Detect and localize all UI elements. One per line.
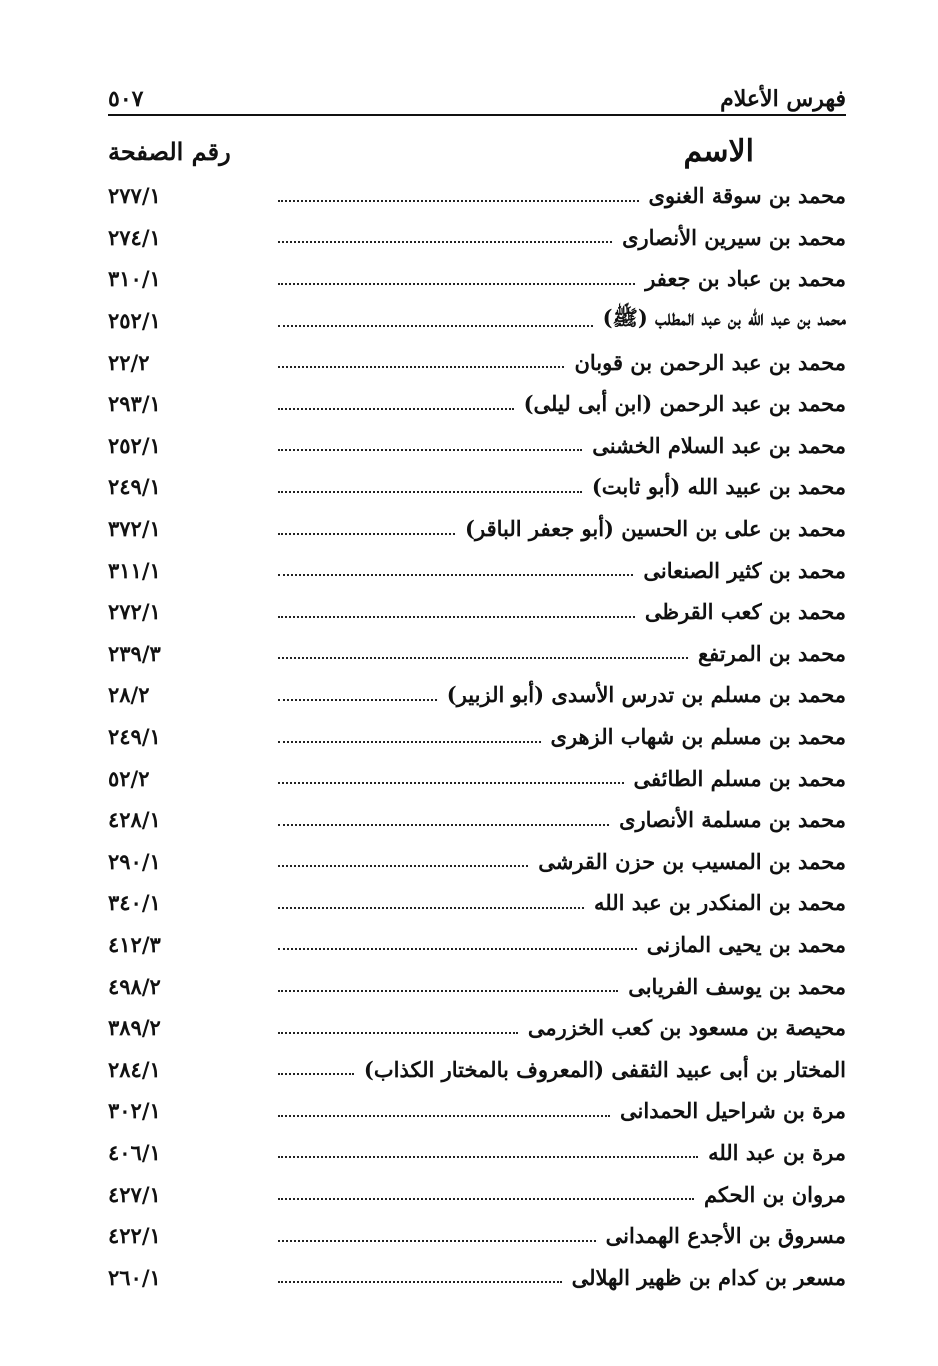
index-entry xyxy=(108,549,846,591)
entry-page-reference: ٣٤٠/١ xyxy=(108,890,161,916)
index-entry xyxy=(108,508,846,550)
entry-name: محيصة بن مسعود بن كعب الخزرمى xyxy=(527,1015,846,1041)
entry-name: محمد بن المرتفع xyxy=(697,640,846,666)
entry-page-reference: ٢٥٢/١ xyxy=(108,432,161,458)
entry-name: محمد بن كثير الصنعانى xyxy=(643,557,846,583)
dot-leader xyxy=(278,1032,518,1034)
entry-page-reference: ٢٩٠/١ xyxy=(108,848,161,874)
entry-name: مرة بن شراحيل الحمدانى xyxy=(620,1098,846,1124)
entry-page-reference: ٢٣٩/٣ xyxy=(108,640,161,666)
entry-name: محمد بن كعب القرظى xyxy=(644,599,846,625)
entry-page-reference: ٤١٢/٣ xyxy=(108,931,161,957)
entry-page-reference: ٢٢/٢ xyxy=(108,349,150,375)
entry-page-reference: ٢٩٣/١ xyxy=(108,391,161,417)
entry-page-reference: ٢٨/٢ xyxy=(108,682,150,708)
dot-leader xyxy=(278,283,635,285)
entry-name: محمد بن مسلم الطائفى xyxy=(633,765,846,791)
entry-page-reference: ٤٠٦/١ xyxy=(108,1139,161,1165)
entry-page-reference: ٢٧٤/١ xyxy=(108,224,161,250)
index-entry xyxy=(108,716,846,758)
entry-name: محمد بن عبيد الله (أبو ثابت) xyxy=(591,474,846,500)
dot-leader xyxy=(278,657,688,659)
index-entry xyxy=(108,799,846,841)
dot-leader xyxy=(278,408,514,410)
dot-leader xyxy=(278,699,437,701)
entry-page-reference: ٣١١/١ xyxy=(108,557,161,583)
dot-leader xyxy=(278,200,639,202)
dot-leader xyxy=(278,1198,694,1200)
dot-leader xyxy=(278,1156,698,1158)
dot-leader xyxy=(278,366,564,368)
dot-leader xyxy=(278,1281,562,1283)
index-entry xyxy=(108,1007,846,1049)
dot-leader xyxy=(278,1073,354,1075)
entry-page-reference: ٣٨٩/٢ xyxy=(108,1015,161,1041)
entry-name: محمد بن سيرين الأنصارى xyxy=(622,224,846,250)
entry-page-reference: ٣٧٢/١ xyxy=(108,516,161,542)
dot-leader xyxy=(278,449,582,451)
entry-name: محمد بن عبد السلام الخشنى xyxy=(592,432,846,458)
dot-leader xyxy=(278,907,584,909)
entry-page-reference: ٢٧٧/١ xyxy=(108,183,161,209)
dot-leader xyxy=(278,533,455,535)
dot-leader xyxy=(278,741,541,743)
dot-leader xyxy=(278,782,624,784)
entry-page-reference: ٢٦٠/١ xyxy=(108,1264,161,1290)
index-entry xyxy=(108,591,846,633)
entry-name: محمد بن المسيب بن حزن القرشى xyxy=(538,848,846,874)
index-entry xyxy=(108,1048,846,1090)
header-rule xyxy=(108,114,846,116)
index-entry xyxy=(108,258,846,300)
index-entry xyxy=(108,341,846,383)
entry-name: محمد بن مسلم بن شهاب الزهرى xyxy=(550,724,846,750)
entry-page-reference: ٤٢٢/١ xyxy=(108,1223,161,1249)
entry-name: محمد بن عبد الرحمن (ابن أبى ليلى) xyxy=(523,391,846,417)
entry-page-reference: ٢٤٩/١ xyxy=(108,724,161,750)
entry-page-reference: ٢٧٢/١ xyxy=(108,599,161,625)
column-headers xyxy=(108,126,846,176)
entry-name: محمد بن مسلمة الأنصارى xyxy=(619,807,846,833)
entry-name: مرة بن عبد الله xyxy=(708,1139,846,1165)
index-entry xyxy=(108,1132,846,1174)
dot-leader xyxy=(278,990,618,992)
index-entry xyxy=(108,757,846,799)
entry-name: محمد بن عباد بن جعفر xyxy=(645,266,846,292)
entry-name: محمد بن سوقة الغنوى xyxy=(648,183,846,209)
index-entry xyxy=(108,383,846,425)
dot-leader xyxy=(278,574,633,576)
entry-page-reference: ٥٢/٢ xyxy=(108,765,150,791)
entry-name: محمد بن عبد الرحمن بن قوبان xyxy=(574,349,846,375)
index-entry xyxy=(108,425,846,467)
entry-page-reference: ٢٤٩/١ xyxy=(108,474,161,500)
entry-name: محمد بن يحيى المازنى xyxy=(646,931,846,957)
index-entry xyxy=(108,674,846,716)
entry-page-reference: ٤٢٧/١ xyxy=(108,1181,161,1207)
index-entry xyxy=(108,217,846,259)
dot-leader xyxy=(278,616,635,618)
entry-name: مسروق بن الأجدع الهمدانى xyxy=(605,1223,846,1249)
index-entry xyxy=(108,924,846,966)
index-entry xyxy=(108,882,846,924)
entry-name: مروان بن الحكم xyxy=(703,1181,846,1207)
entry-page-reference: ٤٢٨/١ xyxy=(108,807,161,833)
dot-leader xyxy=(278,241,612,243)
entry-name: مسعر بن كدام بن ظهير الهلالى xyxy=(571,1264,846,1290)
index-entry xyxy=(108,965,846,1007)
entry-page-reference: ٤٩٨/٢ xyxy=(108,973,161,999)
dot-leader xyxy=(278,824,609,826)
index-entry xyxy=(108,466,846,508)
index-entries xyxy=(108,175,846,1298)
index-entry xyxy=(108,1256,846,1298)
entry-page-reference: ٣٠٢/١ xyxy=(108,1098,161,1124)
entry-page-reference: ٣١٠/١ xyxy=(108,266,161,292)
page-number: ٥٠٧ xyxy=(108,86,144,112)
index-entry xyxy=(108,633,846,675)
entry-name: محمد بن مسلم بن تدرس الأسدى (أبو الزبير) xyxy=(446,682,846,708)
dot-leader xyxy=(278,1115,610,1117)
running-head xyxy=(108,72,846,112)
entry-page-reference: ٢٥٢/١ xyxy=(108,308,161,334)
index-entry xyxy=(108,841,846,883)
entry-name: محمد بن عبد الله بن عبد المطلب (ﷺ) xyxy=(602,305,846,331)
index-entry xyxy=(108,1090,846,1132)
dot-leader xyxy=(278,1240,596,1242)
entry-page-reference: ٢٨٤/١ xyxy=(108,1056,161,1082)
entry-name: محمد بن على بن الحسين (أبو جعفر الباقر) xyxy=(465,516,846,542)
dot-leader xyxy=(278,325,593,327)
index-entry xyxy=(108,175,846,217)
dot-leader xyxy=(278,491,582,493)
page-column-header: رقم الصفحة xyxy=(108,136,231,166)
index-entry xyxy=(108,1173,846,1215)
entry-name: محمد بن المنكدر بن عبد الله xyxy=(594,890,846,916)
index-entry xyxy=(108,1215,846,1257)
name-column-header: الاسم xyxy=(683,133,754,169)
running-title: فهرس الأعلام xyxy=(720,86,846,112)
entry-name: المختار بن أبى عبيد الثقفى (المعروف بالمختار الكذاب) xyxy=(363,1056,846,1082)
dot-leader xyxy=(278,948,637,950)
index-entry xyxy=(108,300,846,342)
entry-name: محمد بن يوسف الفريابى xyxy=(628,973,846,999)
dot-leader xyxy=(278,865,528,867)
